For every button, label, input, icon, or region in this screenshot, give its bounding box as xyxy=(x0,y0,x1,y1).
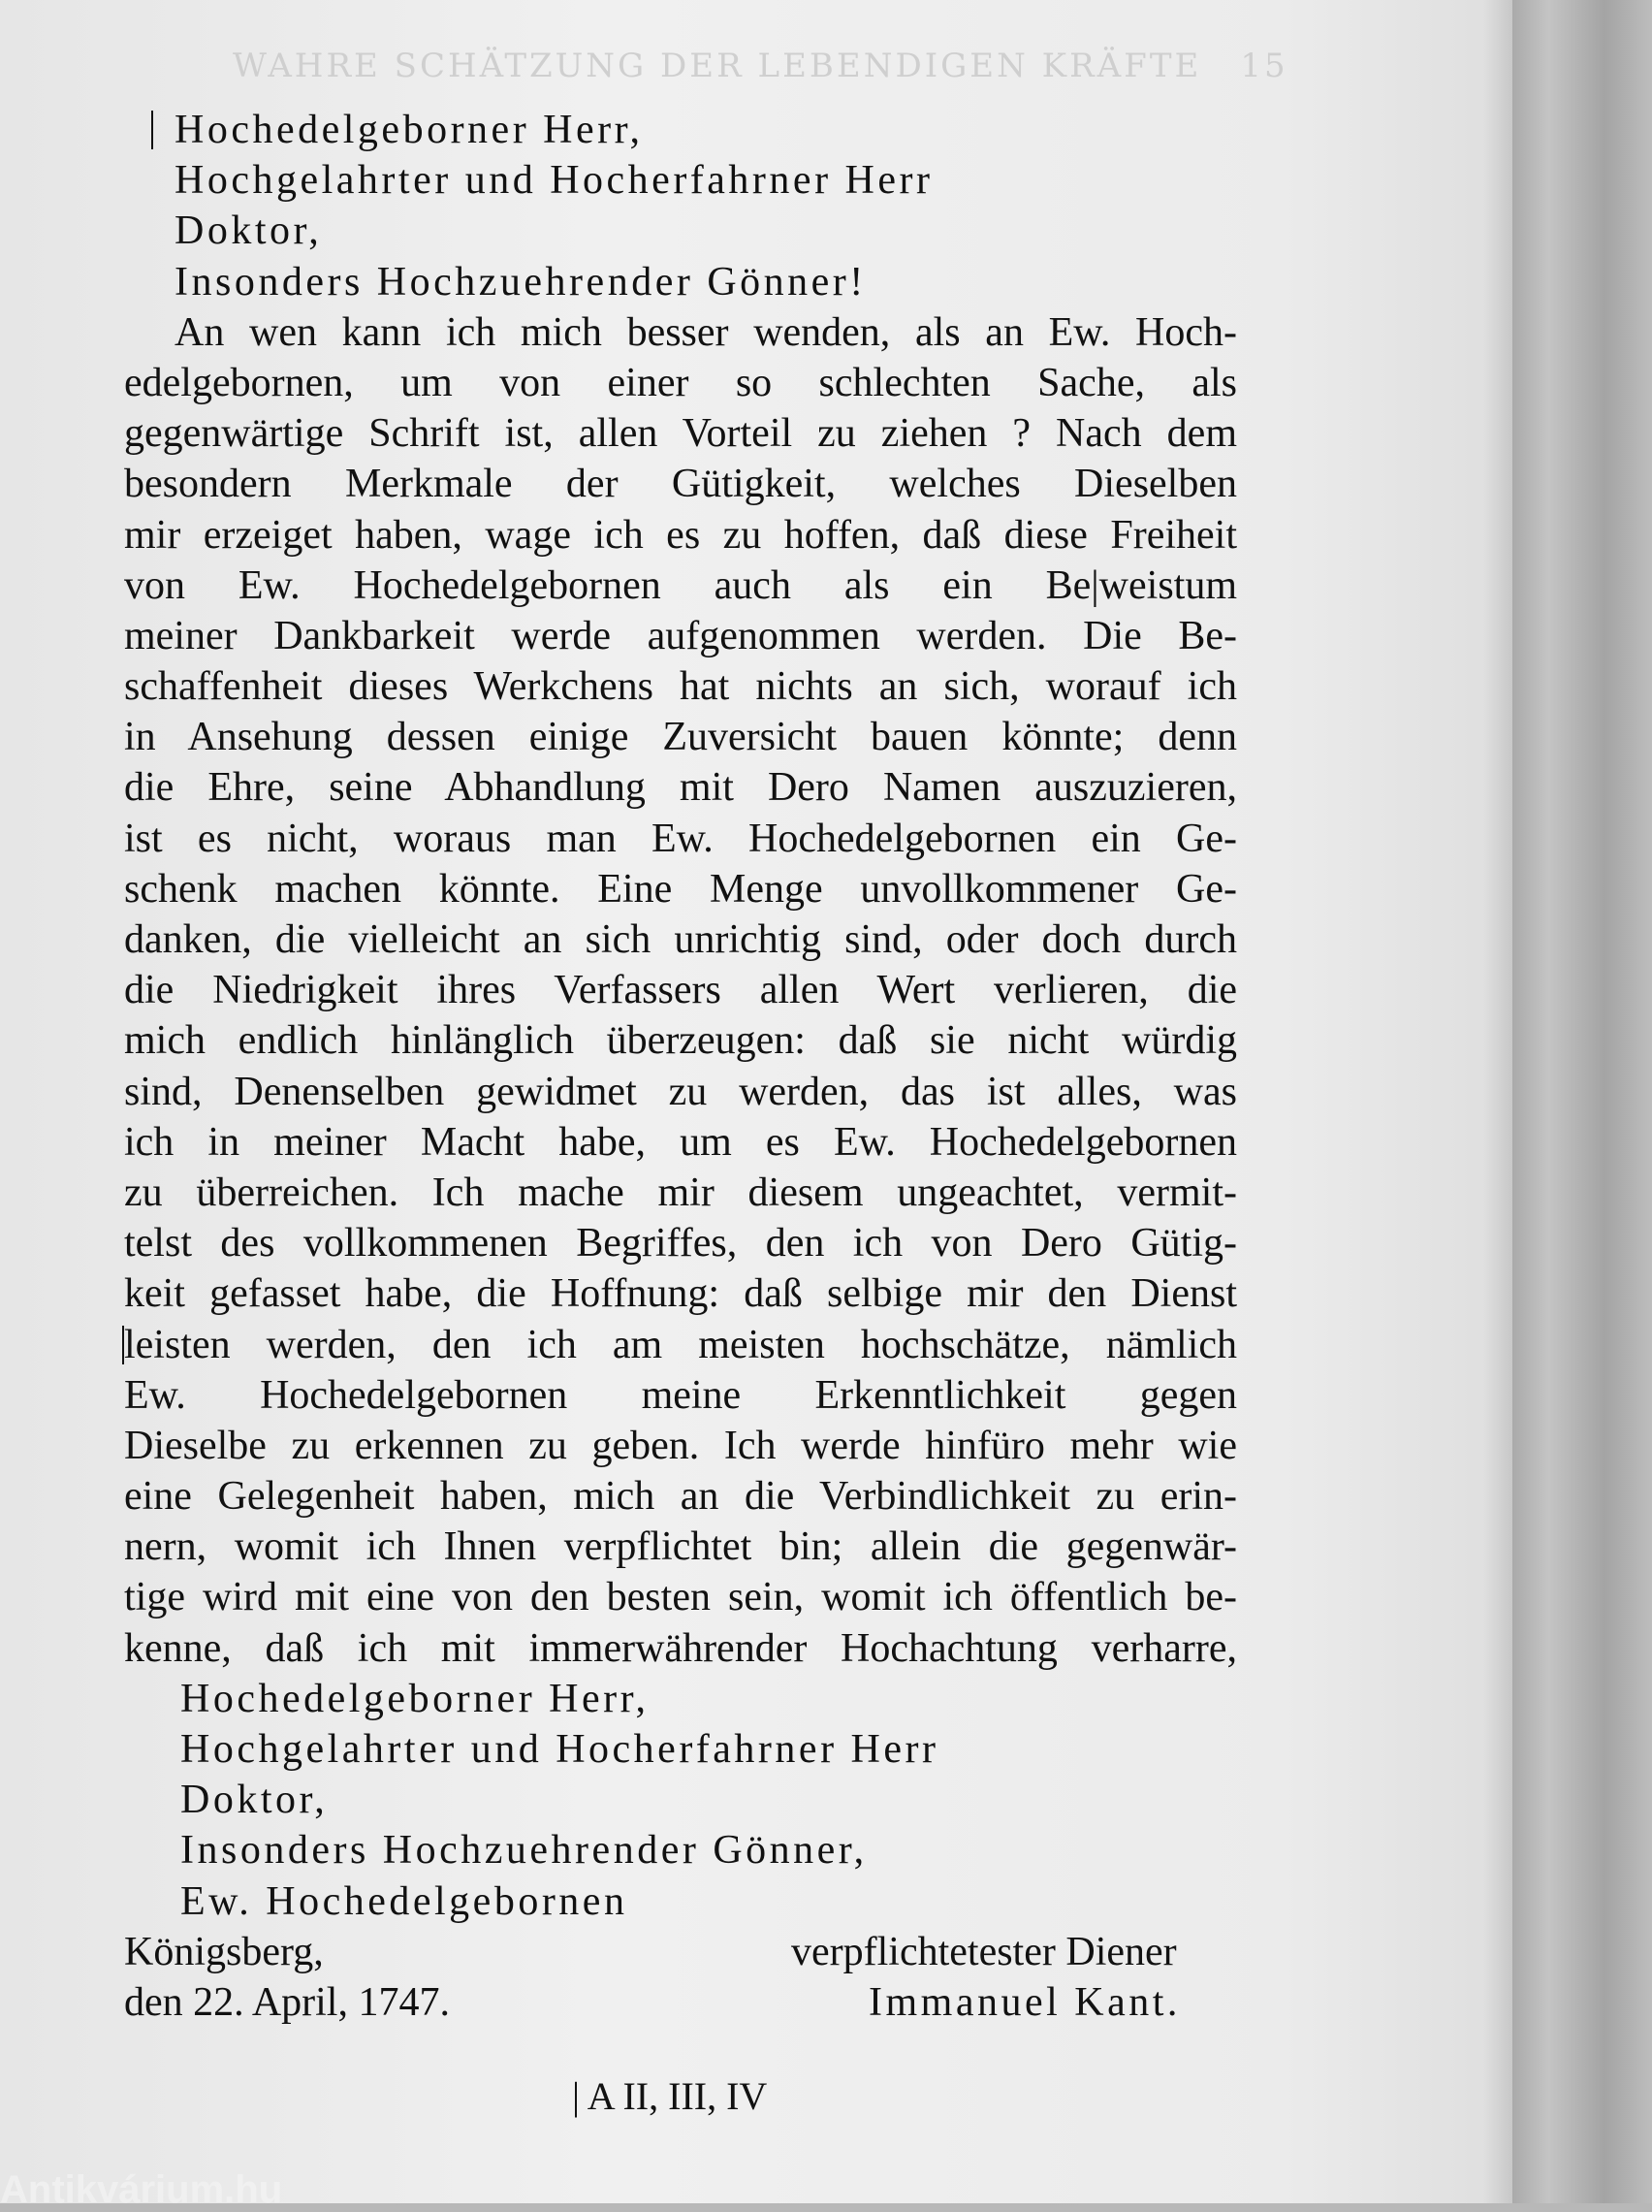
salutation-line: Hochedelgeborner Herr, xyxy=(124,105,1237,155)
body-line: telst des vollkommenen Begriffes, den ich von Dero Gütig- xyxy=(124,1221,1237,1266)
body-line: tige wird mit eine von den besten sein, womit ich öffentlich be- xyxy=(124,1575,1237,1620)
salutation-line: Hochgelahrter und Hocherfahrner Herr xyxy=(175,158,934,204)
body-line: gegenwärtige Schrift ist, allen Vorteil zu ziehen ? Nach dem xyxy=(124,411,1237,457)
body-line: von Ew. Hochedelgebornen auch als ein Be|weistum xyxy=(124,562,1237,608)
salutation-line: Doktor, xyxy=(175,208,323,254)
body-line: die Niedrigkeit ihres Verfassers allen Wert verlieren, die xyxy=(124,968,1237,1013)
signature-row xyxy=(124,1977,1237,2028)
body-line: mich endlich hinlänglich überzeugen: daß sie nicht würdig xyxy=(124,1018,1237,1064)
closing-line: Ew. Hochedelgebornen xyxy=(180,1878,628,1924)
body-line: leisten werden, den ich am meisten hochschätze, nämlich xyxy=(124,1322,1237,1367)
dedication-letter xyxy=(124,105,1237,2028)
edition-reference: | A II, III, IV xyxy=(572,2074,768,2118)
body-line: die Ehre, seine Abhandlung mit Dero Namen auszuzieren, xyxy=(124,765,1237,811)
body-line: zu überreichen. Ich mache mir diesem ungeachtet, vermit- xyxy=(124,1170,1237,1215)
body-line: eine Gelegenheit haben, mich an die Verbindlichkeit zu erin- xyxy=(124,1474,1237,1520)
body-line: ist es nicht, woraus man Ew. Hochedelgebornen ein Ge- xyxy=(124,816,1237,861)
body-line: meiner Dankbarkeit werde aufgenommen werden. Die Be- xyxy=(124,613,1237,658)
body-line: keit gefasset habe, die Hoffnung: daß selbige mir den Dienst xyxy=(124,1271,1237,1317)
page-number: 15 xyxy=(1240,47,1288,85)
body-line: besondern Merkmale der Gütigkeit, welches Dieselben xyxy=(124,462,1237,507)
background-surface xyxy=(1493,0,1652,2203)
signature-date: den 22. April, 1747. xyxy=(124,1979,450,2025)
closing-line: Doktor, xyxy=(180,1778,329,1823)
closing-line: Hochgelahrter und Hocherfahrner Herr xyxy=(180,1727,939,1772)
signature-row xyxy=(124,1927,1237,1977)
running-head xyxy=(233,47,1288,85)
page-edge-shadow xyxy=(1483,0,1512,2203)
watermark: Antikvárium.hu xyxy=(0,2168,283,2211)
body-line: danken, die vielleicht an sich unrichtig sind, oder doch durch xyxy=(124,917,1237,962)
page-break-marker xyxy=(151,111,153,149)
body-line: edelgebornen, um von einer so schlechten Sache, als xyxy=(124,360,1237,405)
body-line: in Ansehung dessen einige Zuversicht bauen könnte; denn xyxy=(124,715,1237,760)
signature-title: verpflichtetester Diener xyxy=(791,1929,1177,1974)
closing-line: Hochedelgeborner Herr, xyxy=(180,1676,650,1721)
body-line: kenne, daß ich mit immerwährender Hochachtung verharre, xyxy=(124,1625,1237,1671)
body-line: An wen kann ich mich besser wenden, als an Ew. Hoch- xyxy=(175,309,1237,355)
signature-name: Immanuel Kant. xyxy=(869,1979,1181,2025)
body-line: mir erzeiget haben, wage ich es zu hoffen, daß diese Freiheit xyxy=(124,512,1237,558)
closing-line: Insonders Hochzuehrender Gönner, xyxy=(180,1828,868,1874)
running-head-title: WAHRE SCHÄTZUNG DER LEBENDIGEN KRÄFTE xyxy=(233,47,1202,85)
body-line: nern, womit ich Ihnen verpflichtet bin; allein die gegenwär- xyxy=(124,1524,1237,1570)
salutation-line: Insonders Hochzuehrender Gönner! xyxy=(175,259,867,305)
body-line: Dieselbe zu erkennen zu geben. Ich werde hinfüro mehr wie xyxy=(124,1423,1237,1468)
page-break-marker xyxy=(122,1326,124,1364)
body-line: sind, Denenselben gewidmet zu werden, das ist alles, was xyxy=(124,1069,1237,1114)
signature-place: Königsberg, xyxy=(124,1929,324,1974)
body-line: ich in meiner Macht habe, um es Ew. Hochedelgebornen xyxy=(124,1119,1237,1165)
body-line: schaffenheit dieses Werkchens hat nichts an sich, worauf ich xyxy=(124,664,1237,710)
body-line: schenk machen könnte. Eine Menge unvollkommener Ge- xyxy=(124,866,1237,912)
body-line: Ew. Hochedelgebornen meine Erkenntlichkeit gegen xyxy=(124,1372,1237,1418)
